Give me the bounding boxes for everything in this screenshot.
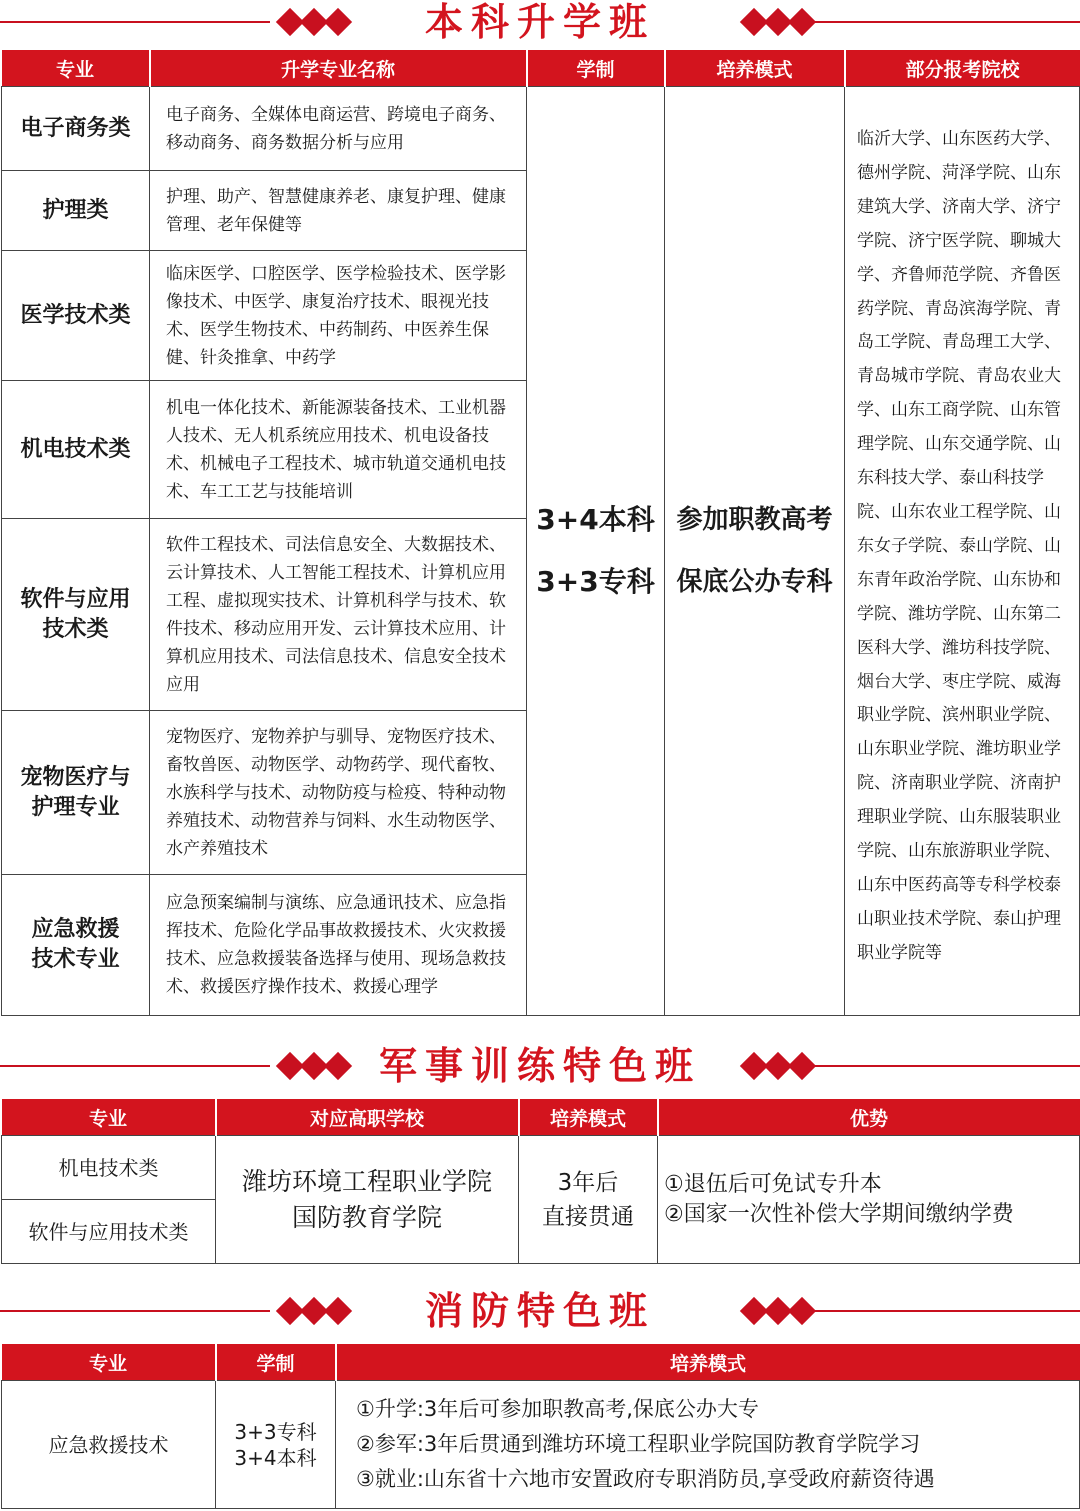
- majors-cell: 机电一体化技术、新能源装备技术、工业机器人技术、无人机系统应用技术、机电设备技术、机械电子工程技术、城市轨道交通机电技术、车工工艺与技能培训: [150, 381, 527, 519]
- col-header-college: 对应高职学校: [216, 1099, 519, 1136]
- section2-table: [1, 1099, 1080, 1264]
- majors-cell: 临床医学、口腔医学、医学检验技术、医学影像技术、中医学、康复治疗技术、眼视光技术、医学生物技术、中药制药、中医养生保健、针灸推拿、中药学: [150, 251, 527, 381]
- advantage-line: ②国家一次性补偿大学期间缴纳学费: [664, 1201, 1014, 1227]
- category-cell: 软件与应用技术类: [2, 519, 150, 711]
- mode-line: ③就业:山东省十六地市安置政府专职消防员,享受政府薪资待遇: [356, 1467, 935, 1491]
- divider-line: [810, 21, 1080, 23]
- section1-title: 本科升学班: [424, 0, 655, 44]
- section2-title: 军事训练特色班: [378, 1043, 701, 1088]
- duration-line: 3+3专科: [536, 565, 655, 598]
- col-header-schools: 部分报考院校: [845, 50, 1080, 87]
- category-cell: 机电技术类: [2, 381, 150, 519]
- col-header-duration: 学制: [216, 1344, 336, 1381]
- mode-cell: [665, 87, 845, 1016]
- col-header-major: 专业: [2, 50, 150, 87]
- mode-line: 参加职教高考: [676, 505, 833, 535]
- mode-line: 3年后: [557, 1169, 619, 1196]
- category-cell: 医学技术类: [2, 251, 150, 381]
- category-cell: 应急救援技术专业: [2, 875, 150, 1016]
- col-header-major: 专业: [2, 1099, 216, 1136]
- section2-banner: [0, 1044, 1080, 1088]
- divider-line: [810, 1065, 1080, 1067]
- duration-line: 3+3专科: [234, 1419, 317, 1444]
- college-cell: [216, 1136, 519, 1264]
- section3-title: 消防特色班: [424, 1288, 655, 1333]
- col-header-mode: 培养模式: [336, 1344, 1080, 1381]
- duration-line: 3+4本科: [234, 1445, 317, 1470]
- majors-cell: 护理、助产、智慧健康养老、康复护理、健康管理、老年保健等: [150, 171, 527, 251]
- schools-text: 临沂大学、山东医药大学、德州学院、菏泽学院、山东建筑大学、济南大学、济宁学院、济宁医学院、聊城大学、齐鲁师范学院、齐鲁医药学院、青岛滨海学院、青岛工学院、青岛理工大学、青岛城市学院、青岛农业大学、山东工商学院、山东管理学院、山东交通学院、山东科技大学、泰山科技学院、山东农业工程学院、山东女子学院、泰山学院、山东青年政治学院、山东协和学院、潍坊学院、山东第二医科大学、潍坊科技学院、烟台大学、枣庄学院、威海职业学院、滨州职业学院、山东职业学院、潍坊职业学院、济南职业学院、济南护理职业学院、山东服装职业学院、山东旅游职业学院、山东中医药高等专科学校泰山职业技术学院、泰山护理职业学院等: [857, 129, 1061, 963]
- category-cell: 护理类: [2, 171, 150, 251]
- major-cell: 应急救援技术: [2, 1381, 216, 1509]
- major-cell: 软件与应用技术类: [2, 1200, 216, 1264]
- table-row: [2, 87, 1080, 171]
- mode-cell: [519, 1136, 658, 1264]
- col-header-mode: 培养模式: [665, 50, 845, 87]
- college-line: 国防教育学院: [291, 1202, 442, 1232]
- section1-banner: [0, 0, 1080, 44]
- mode-line: 保底公办专科: [676, 567, 833, 597]
- mode-cell: [336, 1381, 1080, 1509]
- majors-cell: 宠物医疗、宠物养护与驯导、宠物医疗技术、畜牧兽医、动物医学、动物药学、现代畜牧、水族科学与技术、动物防疫与检疫、特种动物养殖技术、动物营养与饲料、水生动物医学、水产养殖技术: [150, 711, 527, 875]
- category-cell: 宠物医疗与护理专业: [2, 711, 150, 875]
- majors-cell: 电子商务、全媒体电商运营、跨境电子商务、移动商务、商务数据分析与应用: [150, 87, 527, 171]
- duration-cell: [527, 87, 665, 1016]
- col-header-advantage: 优势: [658, 1099, 1080, 1136]
- mode-line: ①升学:3年后可参加职教高考,保底公办大专: [356, 1397, 759, 1421]
- section3-banner: [0, 1289, 1080, 1333]
- col-header-duration: 学制: [527, 50, 665, 87]
- mode-line: 直接贯通: [542, 1203, 634, 1230]
- divider-line: [810, 1310, 1080, 1312]
- advantage-cell: [658, 1136, 1080, 1264]
- category-cell: 电子商务类: [2, 87, 150, 171]
- col-header-mode: 培养模式: [519, 1099, 658, 1136]
- advantage-line: ①退伍后可免试专升本: [664, 1171, 882, 1197]
- duration-line: 3+4本科: [536, 503, 655, 536]
- schools-cell: [845, 87, 1080, 1016]
- diamond-ornament-icon: [742, 8, 814, 36]
- col-header-major: 专业: [2, 1344, 216, 1381]
- col-header-major-names: 升学专业名称: [150, 50, 527, 87]
- section3-table: [1, 1344, 1080, 1509]
- majors-cell: 应急预案编制与演练、应急通讯技术、应急指挥技术、危险化学品事故救援技术、火灾救援技术、应急救援装备选择与使用、现场急救技术、救援医疗操作技术、救援心理学: [150, 875, 527, 1016]
- diamond-ornament-icon: [742, 1052, 814, 1080]
- diamond-ornament-icon: [742, 1297, 814, 1325]
- section1-table: [1, 50, 1080, 1016]
- majors-cell: 软件工程技术、司法信息安全、大数据技术、云计算技术、人工智能工程技术、计算机应用工程、虚拟现实技术、计算机科学与技术、软件技术、移动应用开发、云计算技术应用、计算机应用技术、司法信息技术、信息安全技术应用: [150, 519, 527, 711]
- duration-cell: [216, 1381, 336, 1509]
- major-cell: 机电技术类: [2, 1136, 216, 1200]
- college-line: 潍坊环境工程职业学院: [241, 1166, 492, 1196]
- table-row: [2, 1381, 1080, 1509]
- mode-line: ②参军:3年后贯通到潍坊环境工程职业学院国防教育学院学习: [356, 1432, 921, 1456]
- table-row: [2, 1136, 1080, 1200]
